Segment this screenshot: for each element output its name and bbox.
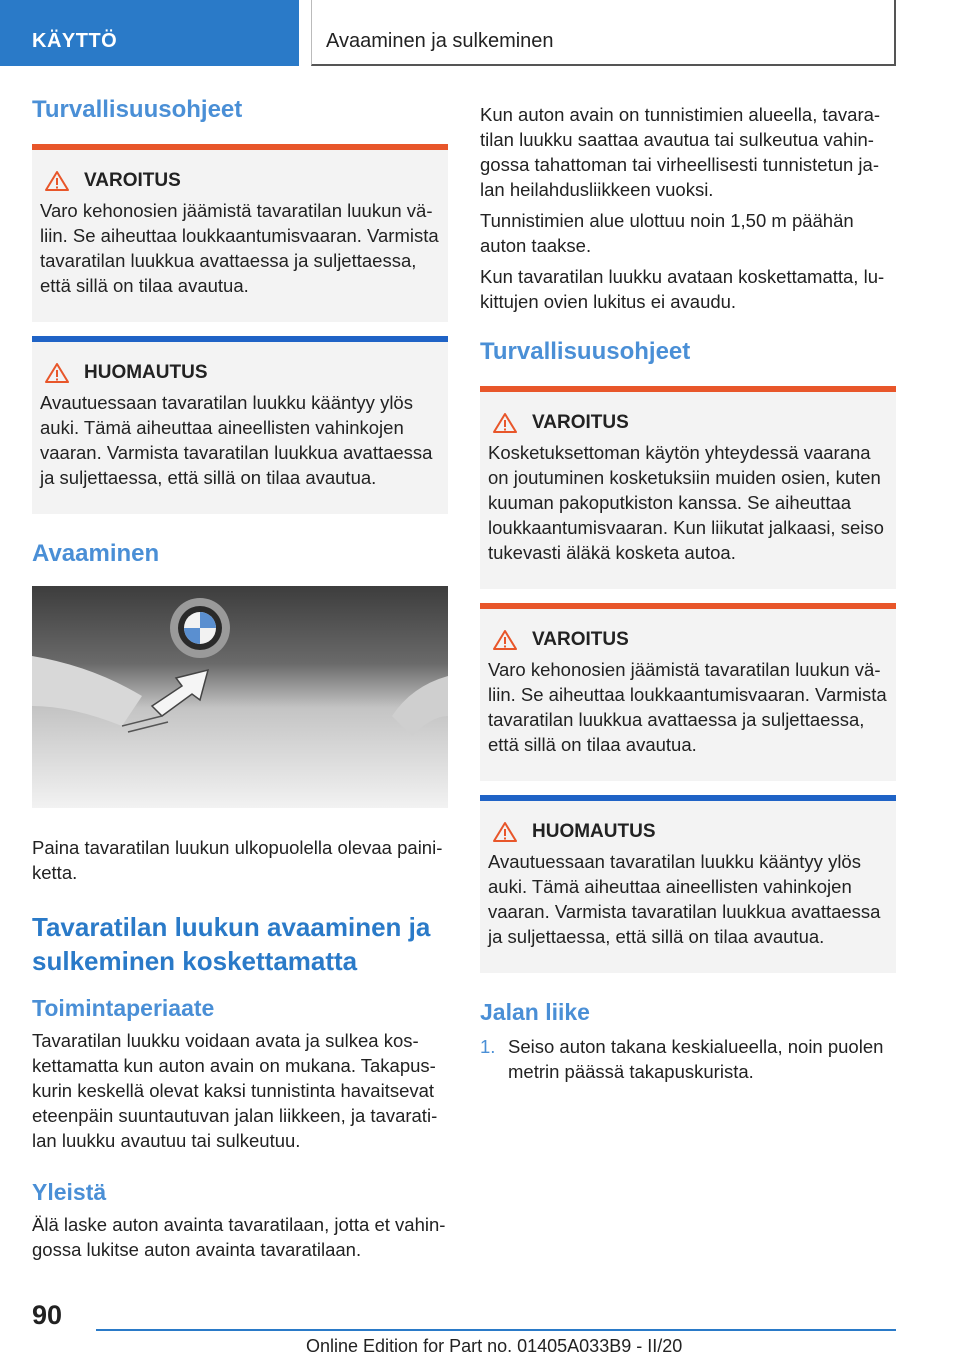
warning-triangle-icon — [492, 629, 518, 651]
warning-text: Kosketuksettoman käytön yhteydessä vaarana on joutuminen kosketuksiin muiden osien, kuten kuuman pakoputkiston kanssa. Se aiheuttaa loukkaantumisvaaran. Kun liikutat jalkaasi, seiso tukevasti äläkä kosketa autoa. — [488, 442, 884, 563]
note-title: HUOMAUTUS — [532, 821, 656, 842]
opening-heading: Avaaminen — [32, 540, 160, 567]
touchless-heading: Tavaratilan luukun avaaminen ja sulkeminen koskettamatta — [32, 912, 431, 976]
sensor-text-2: Tunnistimien alue ulottuu noin 1,50 m päähän auton taakse. — [480, 210, 854, 256]
warning-triangle-icon — [44, 170, 70, 192]
principle-heading: Toimintaperiaate — [32, 994, 215, 1021]
note-text: Avautuessaan tavaratilan luukku kääntyy ylös auki. Tämä aiheuttaa aineellisten vahinkojen vaaran. Varmista tavaratilan luukkua avattaessa ja suljettaessa, että sillä on tilaa avautua. — [40, 392, 433, 488]
warning-text: Varo kehonosien jäämistä tavaratilan luukun väliin. Se aiheuttaa loukkaantumisvaaran. Varmista tavaratilan luukkua avattaessa ja suljettaessa, että sillä on tilaa avautua. — [488, 659, 887, 755]
warning-triangle-icon — [44, 362, 70, 384]
warning-box-3 — [480, 603, 896, 781]
warning-title: VAROITUS — [532, 412, 629, 433]
opening-text: Paina tavaratilan luukun ulkopuolella olevaa painiketta. — [32, 837, 443, 883]
sensor-text-1: Kun auton avain on tunnistimien alueella, tavaratilan luukku saattaa avautua tai sulkeutua vahingossa tahattoman tai virheellisesti tunnistetun jalan heilahdusliikkeen vuoksi. — [480, 104, 881, 200]
general-text: Älä laske auton avainta tavaratilaan, jotta et vahingossa lukitse auton avainta tavaratilaan. — [32, 1213, 446, 1260]
list-number: 1. — [480, 1036, 496, 1057]
warning-triangle-icon — [492, 412, 518, 434]
note-title: HUOMAUTUS — [84, 362, 208, 383]
right-column — [480, 102, 896, 1084]
list-text: Seiso auton takana keskialueella, noin puolen metrin päässä takapuskurista. — [508, 1036, 884, 1082]
section-tab: KÄYTTÖ — [0, 0, 299, 66]
warning-box-2 — [480, 386, 896, 589]
foot-movement-heading: Jalan liike — [480, 999, 590, 1025]
warning-text: Varo kehonosien jäämistä tavaratilan luukun väliin. Se aiheuttaa loukkaantumisvaaran. Varmista tavaratilan luukkua avattaessa ja suljettaessa, että sillä on tilaa avautua. — [40, 200, 439, 296]
footer-edition: Online Edition for Part no. 01405A033B9 - II/20 — [306, 1336, 683, 1356]
note-text: Avautuessaan tavaratilan luukku kääntyy ylös auki. Tämä aiheuttaa aineellisten vahinkojen vaaran. Varmista tavaratilan luukkua avattaessa ja suljettaessa, että sillä on tilaa avautua. — [488, 851, 881, 947]
page-number: 90 — [32, 1300, 63, 1330]
sensor-text-3: Kun tavaratilan luukku avataan koskettamatta, lukittujen ovien lukitus ei avaudu. — [480, 266, 885, 312]
footer-divider — [96, 1329, 896, 1331]
warning-title: VAROITUS — [532, 629, 629, 650]
safety-heading-right: Turvallisuusohjeet — [480, 338, 691, 365]
warning-triangle-icon — [492, 821, 518, 843]
safety-heading-left: Turvallisuusohjeet — [32, 96, 243, 123]
warning-box-1 — [32, 144, 448, 322]
tailgate-button-illustration — [32, 586, 448, 808]
principle-text: Tavaratilan luukku voidaan avata ja sulkea koskettamatta kun auton avain on mukana. Takapuskurin keskellä olevat kaksi tunnistinta havaitsevat eteenpäin suuntautuvan jalan liikkeen, ja tavaratilan luukku avautuu tai sulkeutuu. — [32, 1029, 438, 1151]
left-column — [32, 96, 448, 1268]
note-box-2 — [480, 795, 896, 973]
chapter-title: Avaaminen ja sulkeminen — [311, 0, 896, 66]
warning-title: VAROITUS — [84, 170, 181, 191]
list-item — [480, 1034, 896, 1084]
note-box-1 — [32, 336, 448, 514]
general-heading: Yleistä — [32, 1178, 107, 1205]
